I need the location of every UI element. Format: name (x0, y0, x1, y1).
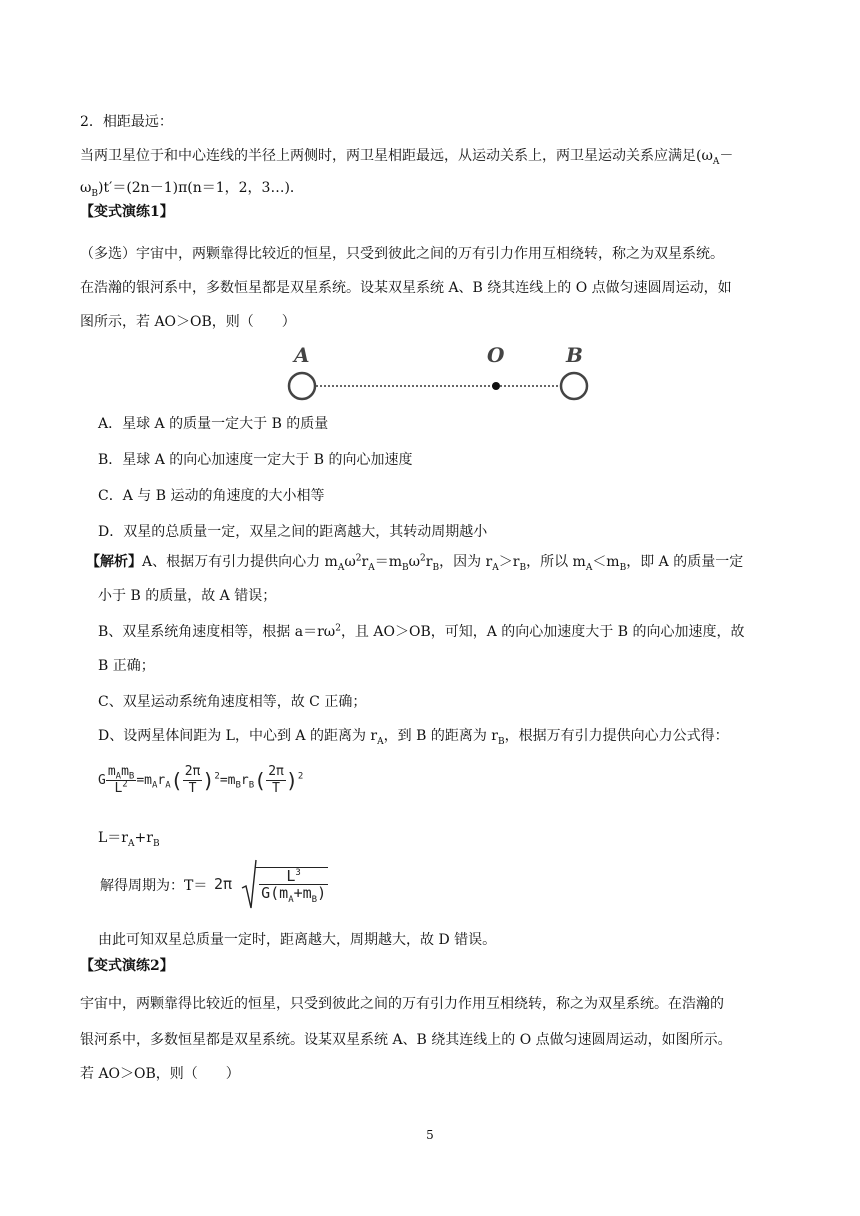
analysis-line: 小于 B 的质量，故 A 错误； (98, 588, 277, 604)
paragraph-line: 当两卫星位于和中心连线的半径上两侧时，两卫星相距最远，从运动关系上，两卫星运动关系应满足($\omega_A-$ (80, 148, 734, 167)
point-o (492, 382, 500, 390)
period-formula: 2π $\frac{L^3}{G(m_A+m_B)}$ (214, 858, 328, 910)
question-line: 若 AO＞OB，则（ ） (80, 1066, 240, 1082)
gravity-formula: G $\frac{m_Am_B}{L^2}$ $=m_Ar_A$( $\frac{2\pi}{T}$ )$^2=m_Br_B$( $\frac{2\pi}{T}$ )$^2$ (98, 764, 304, 796)
label-o: O (487, 343, 505, 367)
analysis-line: D、设两星体间距为 L，中心到 A 的距离为 $r_A$，到 B 的距离为 $r_B$，根据万有引力提供向心力公式得： (98, 728, 729, 747)
label-b: B (566, 343, 583, 367)
star-a (289, 373, 315, 399)
paragraph-line: $\omega_B)t'=(2n-1)\pi(n=1$，2，3…)． (80, 180, 304, 199)
variant-heading: 【变式演练1】 (80, 204, 174, 220)
binary-star-figure (280, 340, 600, 404)
variant-heading: 【变式演练2】 (80, 958, 174, 974)
question-line: 宇宙中，两颗靠得比较近的恒星，只受到彼此之间的万有引力作用互相绕转，称之为双星系统。在浩瀚的 (80, 996, 724, 1012)
option-c: C．A 与 B 运动的角速度的大小相等 (98, 488, 325, 504)
question-line: （多选）宇宙中，两颗靠得比较近的恒星，只受到彼此之间的万有引力作用互相绕转，称之为双星系统。 (80, 246, 724, 262)
option-b: B．星球 A 的向心加速度一定大于 B 的向心加速度 (98, 452, 413, 468)
option-d: D．双星的总质量一定，双星之间的距离越大，其转动周期越小 (98, 524, 488, 540)
analysis-line: 【解析】A、根据万有引力提供向心力 $m_A\omega^2r_A=m_B\omega^2r_B$，因为 $r_A>r_B$，所以 $m_A<m_B$，即 A 的质量一定 (86, 553, 744, 573)
analysis-line: B 正确； (98, 658, 155, 674)
option-a: A．星球 A 的质量一定大于 B 的质量 (98, 416, 329, 432)
question-line: 银河系中，多数恒星都是双星系统。设某双星系统 A、B 绕其连线上的 O 点做匀速圆周运动，如图所示。 (80, 1032, 732, 1048)
analysis-line: C、双星运动系统角速度相等，故 C 正确； (98, 694, 367, 710)
label-a: A (294, 343, 310, 367)
question-line: 在浩瀚的银河系中，多数恒星都是双星系统。设某双星系统 A、B 绕其连线上的 O 点做匀速圆周运动，如 (80, 280, 732, 296)
distance-formula: $L=r_A+r_B$ (98, 830, 160, 849)
section-heading: 2．相距最远： (80, 114, 173, 130)
star-b (561, 373, 587, 399)
page-number: 5 (426, 1128, 434, 1142)
analysis-line: B、双星系统角速度相等，根据 $a=r\omega^2$，且 AO＞OB，可知，A 的向心加速度大于 B 的向心加速度，故 (98, 623, 745, 640)
period-label: 解得周期为：T＝ (100, 878, 208, 894)
analysis-conclusion: 由此可知双星总质量一定时，距离越大，周期越大，故 D 错误。 (98, 932, 497, 948)
question-line: 图所示，若 AO＞OB，则（ ） (80, 314, 296, 330)
